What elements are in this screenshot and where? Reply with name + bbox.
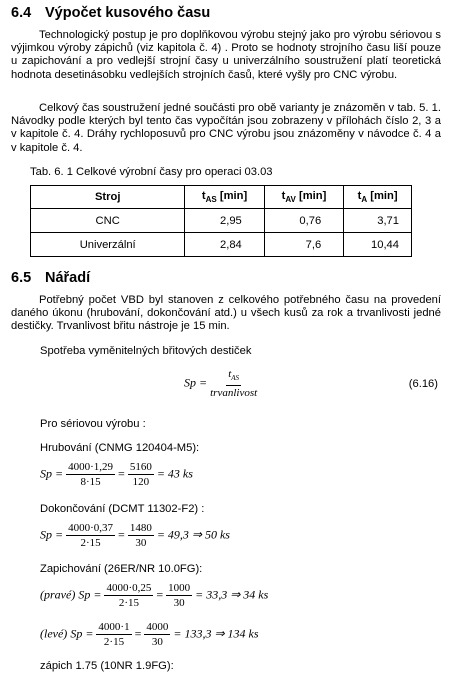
table-header-row	[31, 186, 412, 209]
equation-dokoncovani: Sp = $\frac{4000\cdot 0,37}{2\cdot 15}$ = $\frac{1480}{30}$ = 49,3 ⇒ 50 ks	[40, 522, 230, 549]
spotreba-label: Spotřeba vyměnitelných břitových destiček	[40, 345, 252, 357]
times-table	[30, 185, 412, 257]
section-heading-6-5	[11, 270, 90, 286]
equation-zapichovani-leve: (levé) Sp = $\frac{4000\cdot 1}{2\cdot 15}$ = $\frac{4000}{30}$ = 133,3 ⇒ 134 ks	[40, 621, 259, 648]
paragraph-text: Potřebný počet VBD byl stanoven z celkového potřebného času na provedení daného úkonu (hrubování, dokončování atd.) u všech kusů za rok a trvanlivosti jedné destičky. Trvanlivost břitu nástroje je 15 min.	[11, 294, 441, 333]
equation-number: (6.16)	[408, 378, 438, 390]
cell-stroj: Univerzální	[31, 233, 185, 257]
cell-tas: 2,84	[185, 233, 264, 257]
section-title: Výpočet kusového času	[45, 5, 211, 21]
paragraph-text: Celkový čas soustružení jedné součásti pro obě varianty je znázoměn v tab. 5. 1. Návodky podle kterých byl tento čas vypočítán jsou zobrazeny v přílohách číslo 2, 3 a v kapitole č. 4. Dráhy rychloposuvů pro CNC výrobu jsou znázoměny v návodce č. 4 a v kapitole č. 4.	[11, 102, 441, 154]
zapich-label: zápich 1.75 (10NR 1.9FG):	[40, 660, 174, 672]
zapichovani-label: Zapichování (26ER/NR 10.0FG):	[40, 563, 203, 575]
section-number: 6.5	[11, 270, 32, 286]
cell-ta: 3,71	[344, 209, 412, 233]
cell-stroj: CNC	[31, 209, 185, 233]
equation-zapichovani-prave: (pravé) Sp = $\frac{4000\cdot 0,25}{2\cdot 15}$ = $\frac{1000}{30}$ = 33,3 ⇒ 34 ks	[40, 582, 269, 609]
table-caption: Tab. 6. 1 Celkové výrobní časy pro operaci 03.03	[30, 166, 273, 178]
section-heading-6-4	[11, 5, 210, 21]
dokoncovani-label: Dokončování (DCMT 11302-F2) :	[40, 503, 205, 515]
paragraph	[11, 294, 441, 334]
cell-ta: 10,44	[344, 233, 412, 257]
section-title: Nářadí	[45, 270, 91, 286]
header-ta: $t_A$ [min]	[344, 186, 412, 209]
table-row	[31, 233, 412, 257]
serie-label: Pro sériovou výrobu :	[40, 418, 146, 430]
eq-lhs: Sp =	[184, 375, 208, 390]
header-tas: $t_{AS}$ [min]	[185, 186, 264, 209]
equation-hrubovani: Sp = $\frac{4000\cdot 1,29}{8\cdot 15}$ = $\frac{5160}{120}$ = 43 ks	[40, 461, 193, 488]
equation-main	[184, 368, 257, 399]
hrubovani-label: Hrubování (CNMG 120404-M5):	[40, 442, 200, 454]
header-stroj: Stroj	[31, 186, 185, 209]
table-row	[31, 209, 412, 233]
paragraph-text: Technologický postup je pro doplňkovou výrobu stejný jako pro výrobu sériovou s výjimkou výroby zápichů (viz kapitola č. 4) . Proto se hodnoty strojního času liší pouze u zapichování a pro vedlejší strojní časy u univerzálního soustružení platí teoretická hodnota desetinásobku vedlejších strojních časů, které vyšly pro CNC výrobu.	[11, 29, 441, 81]
cell-tas: 2,95	[185, 209, 264, 233]
header-tav: $t_{AV}$ [min]	[264, 186, 343, 209]
paragraph	[11, 102, 441, 155]
section-number: 6.4	[11, 5, 32, 21]
eq-fraction: $\frac{t_{AS}}{\text{trvanlivost}}$	[210, 368, 258, 400]
cell-tav: 0,76	[264, 209, 343, 233]
paragraph	[11, 29, 441, 82]
cell-tav: 7,6	[264, 233, 343, 257]
